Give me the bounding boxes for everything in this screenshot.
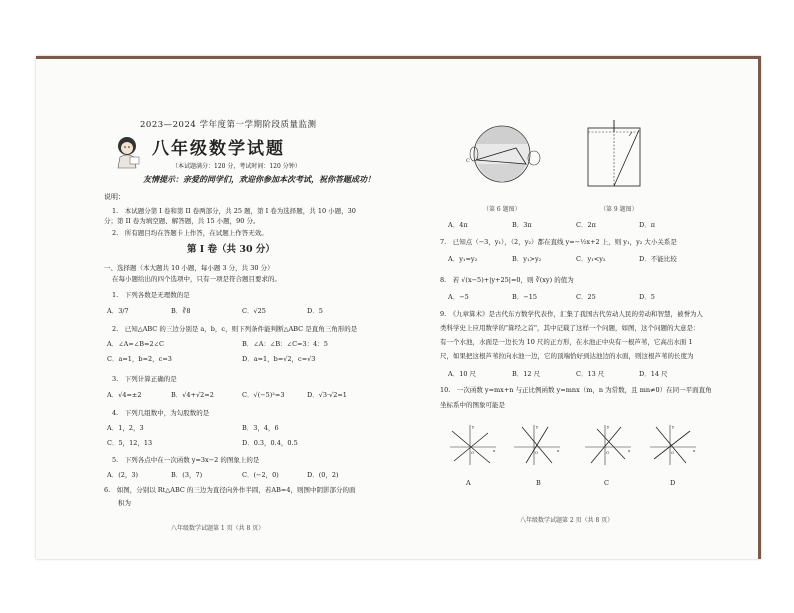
q10-label-b: B: [536, 479, 541, 487]
friendly-tip: 友情提示：亲爱的同学们，欢迎你参加本次考试，祝你答题成功！: [143, 174, 375, 184]
q4-option-c: C．5，12，13: [107, 439, 153, 447]
q5-option-a: A．(2，3): [107, 471, 139, 479]
notes-label: 说明：: [104, 193, 125, 201]
svg-text:O: O: [671, 450, 675, 455]
svg-text:x: x: [557, 448, 560, 453]
svg-text:y: y: [607, 424, 610, 429]
right-footer: 八年级数学试题第 2 页（共 8 页）: [520, 517, 614, 524]
q6-option-d: D．π: [639, 221, 655, 229]
question-7: 7. 已知点（−3，y₁），（2，y₂）都在直线 y=−½x+2 上，则 y₁，y₂ 大小关系是: [440, 238, 677, 246]
q3-option-d: D．√3·√2=1: [307, 391, 347, 399]
q2-option-c: C．a=1，b=2，c=3: [107, 355, 172, 363]
note-2: 2. 所有题目均在答题卡上作答，在试题上作答无效。: [112, 229, 268, 237]
figure-6-caption: （第 6 题图）: [483, 206, 521, 213]
q9-option-d: D．14 尺: [639, 370, 668, 378]
question-9-line-3: 有一个水池，水面是一边长为 10 尺的正方形，在水池正中央有一根芦苇，它高出水面 1: [440, 338, 693, 346]
q3-option-c: C．√(−5)²=3: [242, 391, 285, 399]
q10-graph-b: [512, 423, 562, 467]
svg-text:O: O: [606, 450, 610, 455]
q10-graph-d: [648, 423, 698, 467]
question-1: 1. 下列各数是无理数的是: [112, 291, 190, 299]
q2-option-b: B．∠A：∠B：∠C=3：4：5: [242, 340, 328, 348]
question-6-line-2: 积为: [118, 499, 131, 507]
q4-option-a: A．1，2，3: [107, 424, 144, 432]
svg-text:y: y: [472, 424, 475, 429]
figure-9-reed-pool: [584, 118, 650, 188]
exam-info: （本试题满分：120 分，考试时间：120 分钟）: [172, 163, 301, 170]
svg-text:O: O: [471, 450, 475, 455]
q7-option-d: D．不能比较: [639, 255, 677, 263]
q5-option-b: B．(3，7): [171, 471, 203, 479]
q6-option-b: B．3π: [512, 221, 532, 229]
q9-option-c: C．13 尺: [576, 370, 605, 378]
figure-6-semicircles: [466, 120, 546, 192]
note-1-line-2: 分；第 II 卷为填空题、解答题，共 15 小题，90 分。: [104, 217, 260, 225]
q1-option-d: D．5: [307, 307, 323, 315]
exam-paper: [36, 56, 761, 559]
q5-option-d: D．(0，2): [307, 471, 339, 479]
exam-title: 八年级数学试题: [152, 139, 285, 159]
mc-instruction: 在每小题给出的四个选项中，只有一项是符合题目要求的。: [112, 275, 281, 283]
question-4: 4. 下列几组数中，为勾股数的是: [112, 409, 210, 417]
svg-text:x: x: [628, 448, 631, 453]
question-6-line-1: 6. 如图，分别以 Rt△ABC 的三边为直径向外作半圆，若AB=4，则图中阴影部分的面: [104, 486, 356, 494]
question-9-line-2: 类科学史上应用数学的"算经之首"，其中记载了这样一个问题，如图，这个问题的大意是：: [440, 324, 700, 332]
q10-graph-a: [448, 423, 498, 467]
q4-option-b: B．3，4，6: [242, 424, 279, 432]
q10-label-c: C: [604, 479, 609, 487]
q10-label-a: A: [466, 479, 471, 487]
q1-option-b: B．∛8: [171, 307, 191, 315]
q6-option-c: C．2π: [576, 221, 596, 229]
note-1-line-1: 1. 本试题分第 I 卷和第 II 卷两部分，共 25 题，第 I 卷为选择题，共 10 小题，30: [112, 207, 356, 215]
section-title: 第 I 卷（共 30 分）: [187, 244, 275, 255]
q6-option-a: A．4π: [448, 221, 468, 229]
question-10-line-2: 坐标系中的图象可能是: [440, 401, 505, 409]
svg-text:O: O: [535, 450, 539, 455]
svg-text:x: x: [693, 448, 696, 453]
q1-option-a: A．3/7: [107, 307, 129, 315]
q9-option-b: B．12 尺: [512, 370, 541, 378]
q7-option-b: B．y₁>y₂: [512, 255, 542, 263]
question-2: 2. 已知△ABC 的三边分别是 a，b，c，则下列条件能判断△ABC 是直角三角形的是: [112, 325, 358, 333]
q3-option-b: B．√4+√2=2: [171, 391, 214, 399]
question-10-line-1: 10. 一次函数 y=mx+n 与正比例函数 y=mnx（m，n 为常数，且 mn≠0）在同一平面直角: [440, 386, 712, 394]
cartoon-student-icon: [112, 135, 142, 169]
question-3: 3. 下列计算正确的是: [112, 375, 177, 383]
question-8: 8. 若 √(x−5)+|y+25|=0，则 ∛(xy) 的值为: [440, 276, 574, 284]
q10-label-d: D: [670, 479, 676, 487]
q7-option-a: A．y₁=y₂: [448, 255, 478, 263]
q8-option-b: B．−15: [512, 293, 537, 301]
mc-header: 一、选择题（本大题共 10 小题，每小题 3 分，共 30 分）: [104, 264, 274, 272]
question-9-line-1: 9. 《九章算术》是古代东方数学代表作，汇集了我国古代劳动人民的劳动和智慧，被誉为人: [440, 310, 703, 318]
question-9-line-4: 尺，如果把这根芦苇拉向水池一边，它的顶端恰好到达池边的水面，则这根芦苇的长度为: [440, 352, 694, 360]
q8-option-d: D．5: [639, 293, 655, 301]
q5-option-c: C．(−2，0): [242, 471, 279, 479]
q4-option-d: D．0.3，0.4，0.5: [242, 439, 298, 447]
left-footer: 八年级数学试题第 1 页（共 8 页）: [171, 525, 265, 532]
exam-header: 2023—2024 学年度第一学期阶段质量监测: [140, 120, 317, 130]
question-5: 5. 下列各点中在一次函数 y=3x−2 的图象上的是: [112, 456, 260, 464]
q2-option-d: D．a=1，b=√2，c=√3: [242, 355, 316, 363]
figure-9-caption: （第 9 题图）: [600, 206, 638, 213]
q9-option-a: A．10 尺: [448, 370, 477, 378]
q8-option-a: A．−5: [448, 293, 469, 301]
q1-option-c: C．√25: [242, 307, 266, 315]
q2-option-a: A．∠A=∠B=2∠C: [107, 340, 165, 348]
q3-option-a: A．√4=±2: [107, 391, 142, 399]
svg-text:x: x: [493, 448, 496, 453]
svg-text:y: y: [672, 424, 675, 429]
q10-graph-c: [583, 423, 633, 467]
q7-option-c: C．y₁<y₂: [576, 255, 606, 263]
svg-text:C: C: [466, 158, 470, 164]
q8-option-c: C．25: [576, 293, 596, 301]
svg-text:y: y: [536, 424, 539, 429]
